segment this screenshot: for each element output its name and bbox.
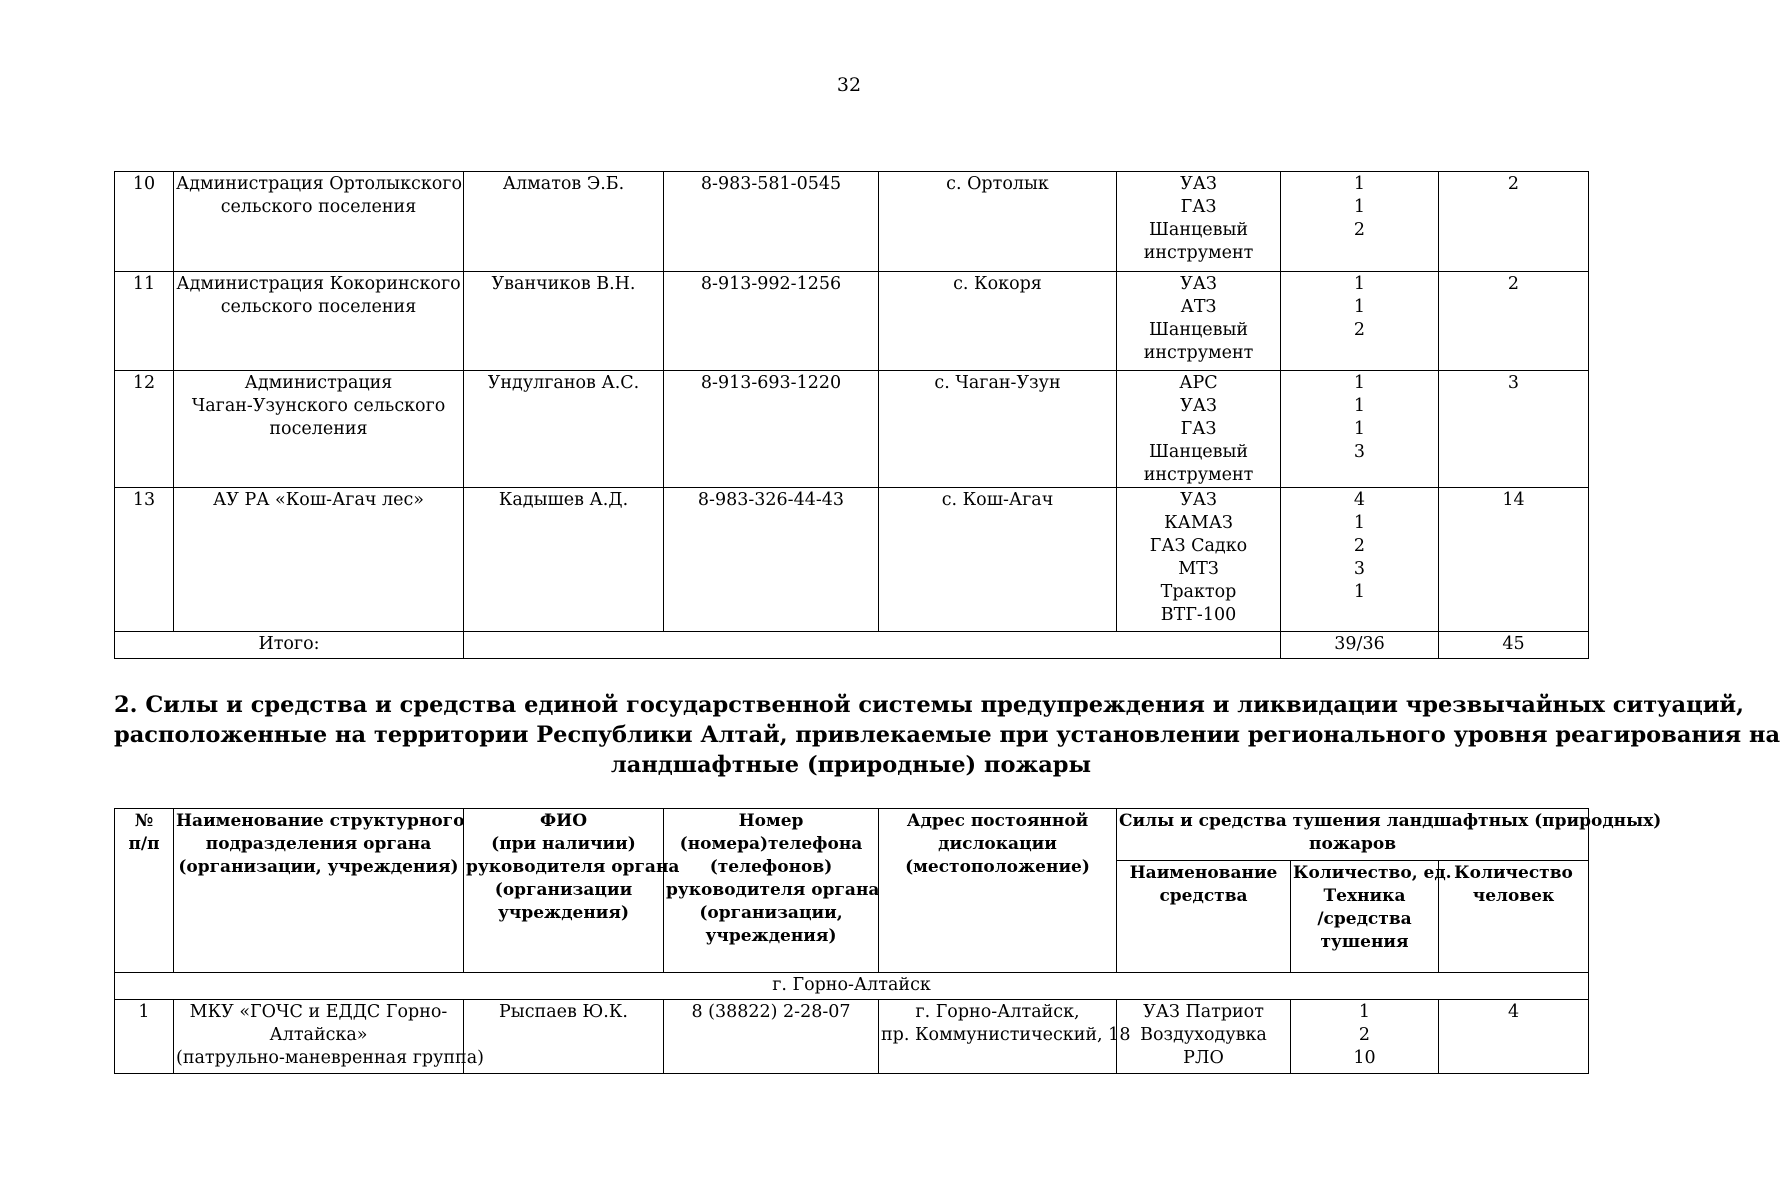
address: с. Кокоря bbox=[879, 272, 1117, 371]
region-row bbox=[115, 973, 1589, 1000]
equipment-quantity: 1 1 1 3 bbox=[1281, 371, 1439, 488]
table-row bbox=[115, 371, 1589, 488]
header-row bbox=[115, 809, 1589, 861]
header-quantity: Количество, ед. Техника /средства тушения bbox=[1291, 861, 1439, 973]
organization-name: Администрация Чаган-Узунского сельского поселения bbox=[174, 371, 464, 488]
row-number: 1 bbox=[115, 1000, 174, 1074]
equipment-list: УАЗ ГАЗ Шанцевый инструмент bbox=[1117, 172, 1281, 272]
people-count: 2 bbox=[1439, 272, 1589, 371]
row-number: 10 bbox=[115, 172, 174, 272]
row-number: 11 bbox=[115, 272, 174, 371]
total-label: Итого: bbox=[115, 632, 464, 659]
table-row bbox=[115, 1000, 1589, 1074]
header-equipment-name: Наименование средства bbox=[1117, 861, 1291, 973]
head-name: Уванчиков В.Н. bbox=[464, 272, 664, 371]
phone-number: 8 (38822) 2-28-07 bbox=[664, 1000, 879, 1074]
header-organization: Наименование структурного подразделения органа (организации, учреждения) bbox=[174, 809, 464, 973]
header-phone: Номер (номера)телефона (телефонов) руководителя органа (организации, учреждения) bbox=[664, 809, 879, 973]
row-number: 12 bbox=[115, 371, 174, 488]
phone-number: 8-913-693-1220 bbox=[664, 371, 879, 488]
phone-number: 8-913-992-1256 bbox=[664, 272, 879, 371]
equipment-list: АРС УАЗ ГАЗ Шанцевый инструмент bbox=[1117, 371, 1281, 488]
equipment-quantity: 1 1 2 bbox=[1281, 172, 1439, 272]
resources-table-section-2 bbox=[114, 808, 1662, 1074]
people-count: 14 bbox=[1439, 488, 1589, 632]
head-name: Кадышев А.Д. bbox=[464, 488, 664, 632]
head-name: Ундулганов А.С. bbox=[464, 371, 664, 488]
head-name: Рыспаев Ю.К. bbox=[464, 1000, 664, 1074]
table-row bbox=[115, 172, 1589, 272]
address: с. Кош-Агач bbox=[879, 488, 1117, 632]
address: г. Горно-Алтайск, пр. Коммунистический, 18 bbox=[879, 1000, 1117, 1074]
row-number: 13 bbox=[115, 488, 174, 632]
equipment-list: УАЗ АТЗ Шанцевый инструмент bbox=[1117, 272, 1281, 371]
total-row bbox=[115, 632, 1589, 659]
organization-name: АУ РА «Кош-Агач лес» bbox=[174, 488, 464, 632]
equipment-quantity: 4 1 2 3 1 bbox=[1281, 488, 1439, 632]
equipment-list: УАЗ КАМАЗ ГАЗ Садко МТЗ Трактор ВТГ-100 bbox=[1117, 488, 1281, 632]
total-people: 45 bbox=[1439, 632, 1589, 659]
table-row bbox=[115, 272, 1589, 371]
address: с. Чаган-Узун bbox=[879, 371, 1117, 488]
header-address: Адрес постоянной дислокации (местоположение) bbox=[879, 809, 1117, 973]
page-number: 32 bbox=[836, 74, 862, 96]
organization-name: Администрация Кокоринского сельского поселения bbox=[174, 272, 464, 371]
header-number: № п/п bbox=[115, 809, 174, 973]
region-name: г. Горно-Алтайск bbox=[115, 973, 1589, 1000]
organization-name: МКУ «ГОЧС и ЕДДС Горно- Алтайска» (патрульно-маневренная группа) bbox=[174, 1000, 464, 1074]
organization-name: Администрация Ортолыкского сельского поселения bbox=[174, 172, 464, 272]
header-head-name: ФИО (при наличии) руководителя органа (организации учреждения) bbox=[464, 809, 664, 973]
phone-number: 8-983-581-0545 bbox=[664, 172, 879, 272]
total-quantity: 39/36 bbox=[1281, 632, 1439, 659]
phone-number: 8-983-326-44-43 bbox=[664, 488, 879, 632]
people-count: 2 bbox=[1439, 172, 1589, 272]
table-row bbox=[115, 488, 1589, 632]
header-forces: Силы и средства тушения ландшафтных (природных) пожаров bbox=[1117, 809, 1589, 861]
equipment-quantity: 1 1 2 bbox=[1281, 272, 1439, 371]
resources-table-continued bbox=[114, 171, 1589, 659]
total-empty-cell bbox=[464, 632, 1281, 659]
people-count: 4 bbox=[1439, 1000, 1589, 1074]
header-people-count: Количество человек bbox=[1439, 861, 1589, 973]
equipment-quantity: 1 2 10 bbox=[1291, 1000, 1439, 1074]
address: с. Ортолык bbox=[879, 172, 1117, 272]
equipment-list: УАЗ Патриот Воздуходувка РЛО bbox=[1117, 1000, 1291, 1074]
people-count: 3 bbox=[1439, 371, 1589, 488]
head-name: Алматов Э.Б. bbox=[464, 172, 664, 272]
section-heading: 2. Силы и средства и средства единой государственной системы предупреждения и ликвидации чрезвычайных ситуаций, расположенные на территории Республики Алтай, привлекаемые при установлении регионального уровня реагирования на ландшафтные (природные) пожары bbox=[114, 692, 1780, 778]
